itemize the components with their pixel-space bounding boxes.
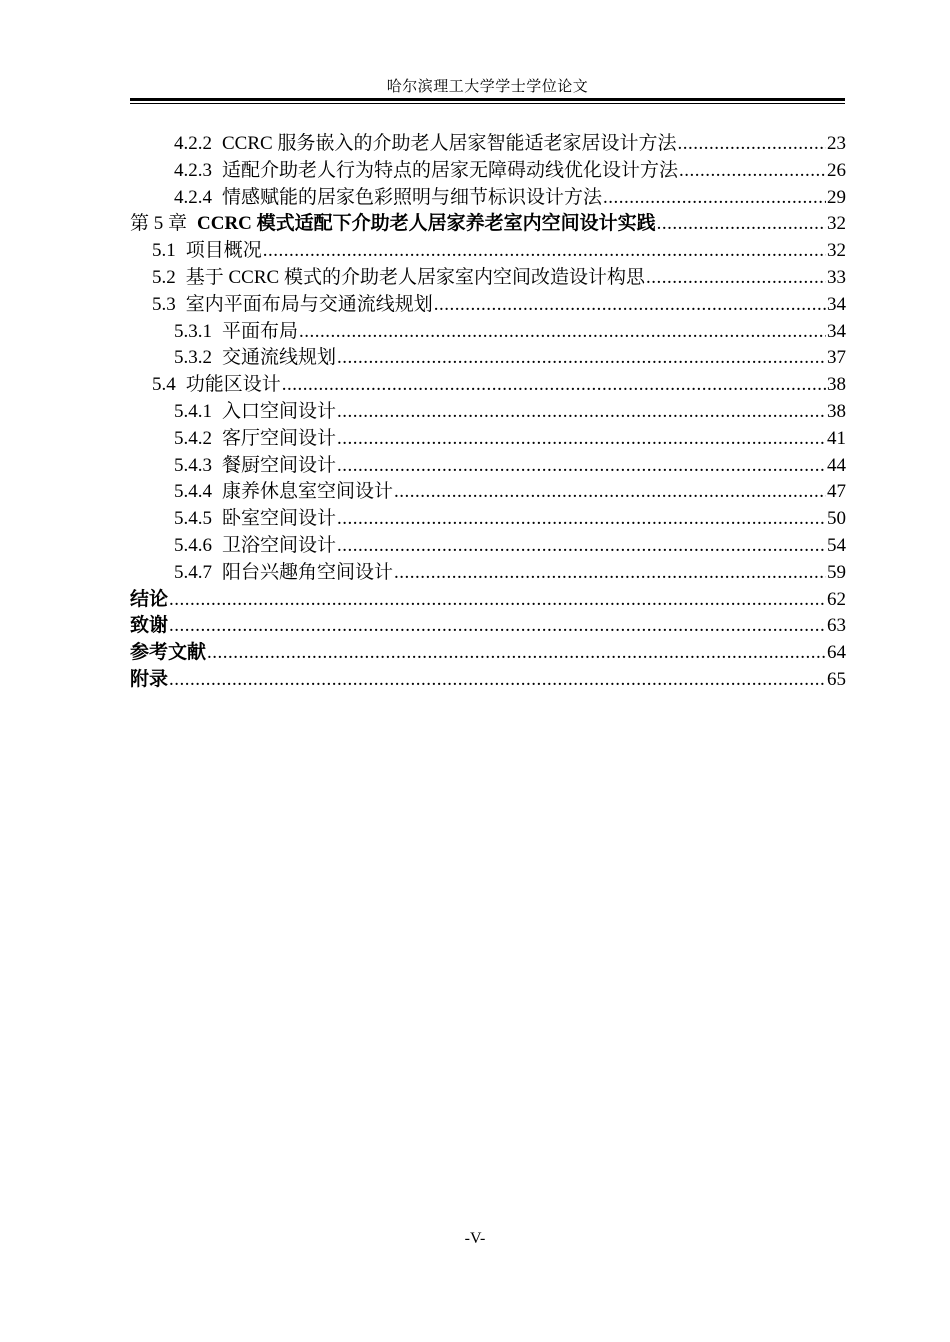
toc-entry-title: 平面布局	[222, 320, 299, 342]
toc-dot-leader	[169, 667, 826, 694]
toc-entry-title: 卧室空间设计	[222, 508, 337, 530]
toc-entry[interactable]	[130, 506, 846, 533]
toc-entry[interactable]	[130, 426, 846, 453]
footer-page-number: -V-	[464, 1230, 486, 1247]
toc-entry-number: 5.3	[152, 293, 176, 315]
toc-dot-leader	[434, 292, 826, 319]
toc-entry[interactable]	[130, 372, 846, 399]
toc-entry-page: 44	[827, 454, 846, 476]
toc-entry[interactable]	[130, 613, 846, 640]
toc-dot-leader	[169, 613, 826, 640]
toc-entry-title: 适配介助老人行为特点的居家无障碍动线优化设计方法	[222, 159, 679, 181]
toc-entry-title: 情感赋能的居家色彩照明与细节标识设计方法	[222, 186, 603, 208]
toc-entry-title: CCRC 服务嵌入的介助老人居家智能适老家居设计方法	[222, 133, 677, 154]
toc-entry-page: 50	[827, 508, 846, 530]
table-of-contents	[130, 131, 846, 694]
toc-entry-number: 5.4.6	[174, 534, 212, 556]
toc-entry[interactable]	[130, 453, 846, 480]
toc-entry[interactable]	[130, 533, 846, 560]
toc-dot-leader	[337, 506, 826, 533]
toc-entry-page: 32	[827, 240, 846, 262]
toc-entry[interactable]	[130, 211, 846, 238]
toc-entry[interactable]	[130, 587, 846, 614]
toc-entry-title: 致谢	[130, 615, 169, 637]
toc-entry-number: 5.4.3	[174, 454, 212, 476]
toc-dot-leader	[337, 533, 826, 560]
toc-dot-leader	[657, 211, 826, 238]
toc-dot-leader	[646, 265, 826, 292]
toc-entry[interactable]	[130, 479, 846, 506]
toc-dot-leader	[394, 560, 826, 587]
toc-entry-title: 交通流线规划	[222, 347, 337, 369]
toc-entry-title: 康养休息室空间设计	[222, 481, 394, 503]
toc-dot-leader	[679, 158, 826, 185]
toc-entry-page: 59	[827, 561, 846, 583]
toc-entry-title: 结论	[130, 588, 169, 610]
toc-entry[interactable]	[130, 399, 846, 426]
toc-dot-leader	[282, 372, 826, 399]
toc-entry-number: 4.2.2	[174, 133, 212, 154]
toc-entry-title: 阳台兴趣角空间设计	[222, 561, 394, 583]
toc-entry-page: 34	[827, 320, 846, 342]
toc-dot-leader	[603, 185, 826, 212]
toc-entry[interactable]	[130, 158, 846, 185]
toc-entry[interactable]	[130, 560, 846, 587]
toc-entry-title: 附录	[130, 668, 169, 690]
toc-entry-title: CCRC 模式适配下介助老人居家养老室内空间设计实践	[197, 213, 656, 235]
toc-entry-page: 65	[827, 668, 846, 690]
toc-entry-number: 5.4.4	[174, 481, 212, 503]
toc-entry-number: 5.1	[152, 240, 176, 262]
toc-entry-number: 第 5 章	[130, 213, 188, 235]
toc-dot-leader	[337, 426, 826, 453]
toc-entry-number: 4.2.4	[174, 186, 212, 208]
header-rule-thin	[130, 103, 845, 104]
toc-entry-number: 5.2	[152, 266, 176, 288]
toc-dot-leader	[337, 399, 826, 426]
toc-entry[interactable]	[130, 265, 846, 292]
toc-entry[interactable]	[130, 319, 846, 346]
toc-entry[interactable]	[130, 292, 846, 319]
toc-entry-page: 37	[827, 347, 846, 369]
page-header-title: 哈尔滨理工大学学士学位论文	[386, 79, 589, 95]
toc-entry-title: 卫浴空间设计	[222, 534, 337, 556]
toc-entry[interactable]	[130, 667, 846, 694]
header-rule-thick	[130, 98, 845, 101]
toc-dot-leader	[394, 479, 826, 506]
toc-dot-leader	[337, 345, 826, 372]
toc-entry-page: 23	[827, 133, 846, 154]
toc-entry-title: 餐厨空间设计	[222, 454, 337, 476]
toc-dot-leader	[263, 238, 826, 265]
toc-entry[interactable]	[130, 238, 846, 265]
toc-entry-page: 47	[827, 481, 846, 503]
toc-entry-number: 5.4.2	[174, 427, 212, 449]
toc-dot-leader	[207, 640, 826, 667]
toc-entry-number: 5.3.1	[174, 320, 212, 342]
toc-entry-page: 64	[827, 642, 846, 664]
toc-entry-page: 62	[827, 588, 846, 610]
toc-entry-title: 参考文献	[130, 642, 207, 664]
toc-entry-number: 5.4.1	[174, 400, 212, 422]
toc-dot-leader	[337, 453, 826, 480]
toc-entry-page: 34	[827, 293, 846, 315]
toc-entry-page: 26	[827, 159, 846, 181]
toc-entry[interactable]	[130, 185, 846, 212]
toc-entry[interactable]	[130, 640, 846, 667]
toc-entry-title: 功能区设计	[185, 374, 281, 396]
toc-entry-title: 基于 CCRC 模式的介助老人居家室内空间改造设计构思	[185, 266, 645, 288]
toc-entry-page: 38	[827, 374, 846, 396]
toc-entry[interactable]	[130, 131, 846, 158]
toc-entry-page: 54	[827, 534, 846, 556]
toc-entry-number: 5.3.2	[174, 347, 212, 369]
toc-entry-number: 5.4.7	[174, 561, 212, 583]
toc-entry-title: 入口空间设计	[222, 400, 337, 422]
toc-dot-leader	[677, 131, 826, 158]
toc-entry-page: 41	[827, 427, 846, 449]
toc-entry-title: 项目概况	[185, 240, 262, 262]
toc-dot-leader	[169, 587, 826, 614]
toc-entry-page: 32	[827, 213, 846, 235]
toc-entry-page: 38	[827, 400, 846, 422]
toc-entry-number: 5.4	[152, 374, 176, 396]
toc-dot-leader	[299, 319, 826, 346]
toc-entry-page: 29	[827, 186, 846, 208]
toc-entry-title: 客厅空间设计	[222, 427, 337, 449]
toc-entry-page: 33	[827, 266, 846, 288]
toc-entry-page: 63	[827, 615, 846, 637]
toc-entry-number: 5.4.5	[174, 508, 212, 530]
toc-entry[interactable]	[130, 345, 846, 372]
toc-entry-title: 室内平面布局与交通流线规划	[185, 293, 433, 315]
toc-entry-number: 4.2.3	[174, 159, 212, 181]
